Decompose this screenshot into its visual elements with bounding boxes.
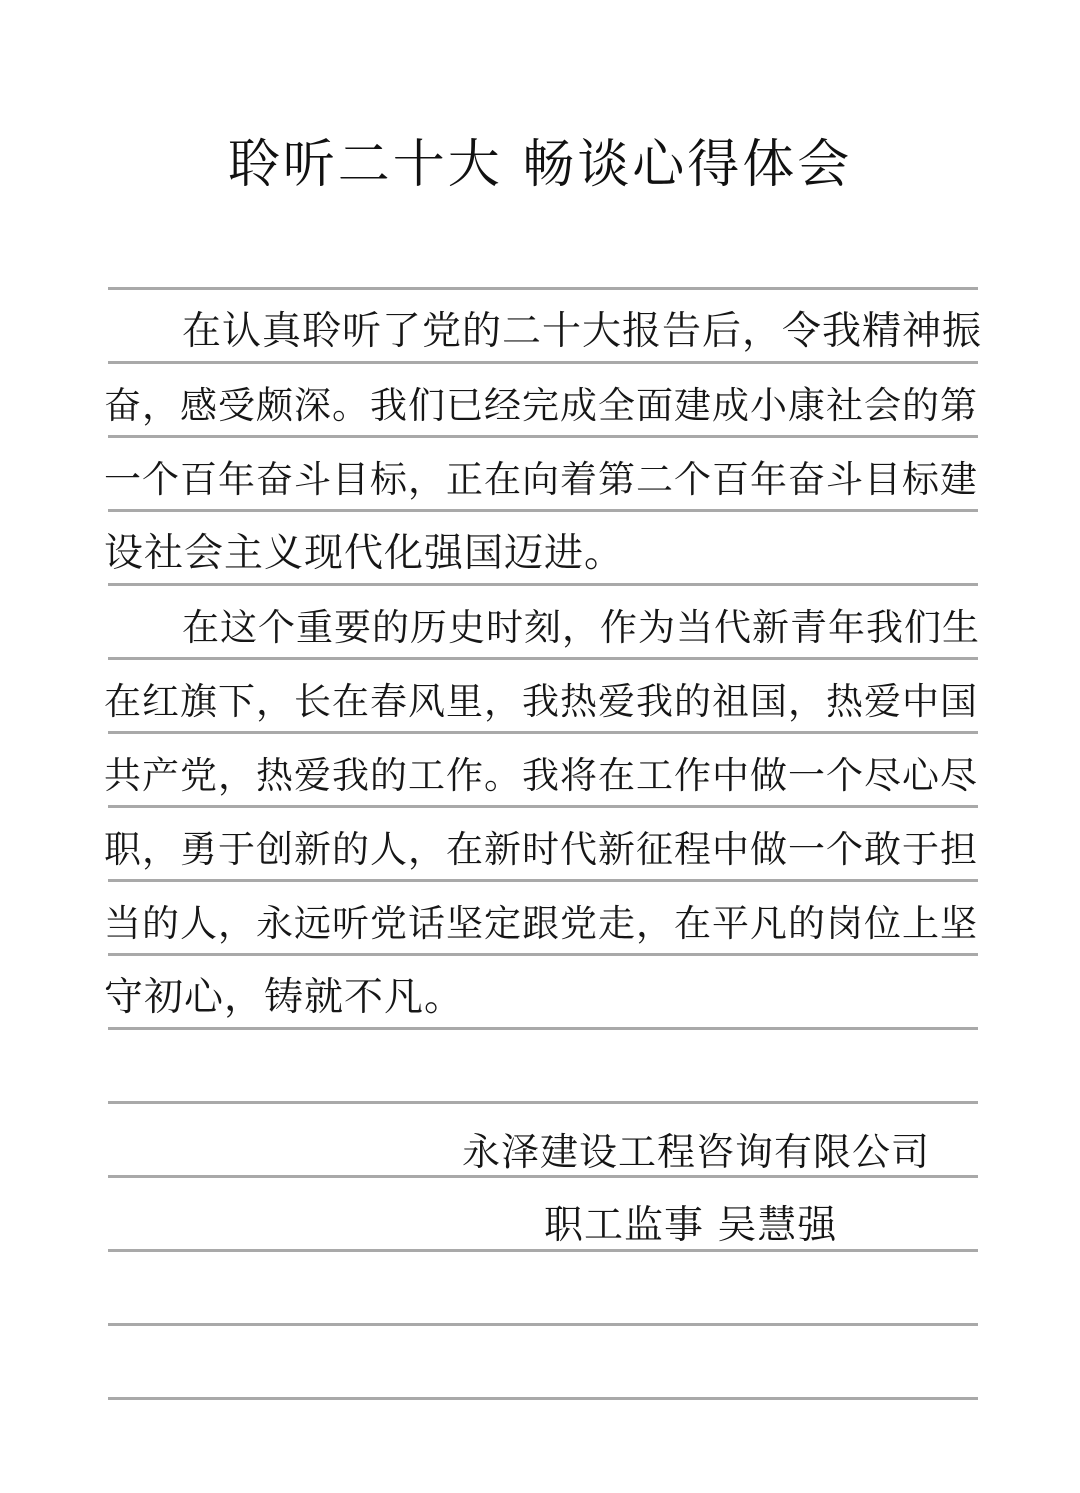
body-line: 一个百年奋斗目标，正在向着第二个百年奋斗目标建 <box>104 458 978 501</box>
body-line: 在红旗下，长在春风里，我热爱我的祖国，热爱中国 <box>104 680 978 723</box>
body-line: 设社会主义现代化强国迈进。 <box>104 531 625 576</box>
ruled-line <box>108 1323 978 1326</box>
body-line: 奋，感受颇深。我们已经完成全面建成小康社会的第 <box>104 384 978 427</box>
signature-company: 永泽建设工程咨询有限公司 <box>462 1130 931 1174</box>
ruled-line <box>108 1397 978 1400</box>
page-title: 聆听二十大 畅谈心得体会 <box>227 135 853 195</box>
body-line: 职，勇于创新的人，在新时代新征程中做一个敢于担 <box>104 828 978 871</box>
body-line: 在这个重要的历史时刻，作为当代新青年我们生 <box>182 606 980 649</box>
body-line: 当的人，永远听党话坚定跟党走，在平凡的岗位上坚 <box>104 902 978 945</box>
body-line: 在认真聆听了党的二十大报告后，令我精神振 <box>182 309 983 354</box>
ruled-line <box>108 1101 978 1104</box>
body-line: 守初心，铸就不凡。 <box>104 975 465 1020</box>
signature-person: 职工监事 吴慧强 <box>544 1203 838 1248</box>
ruled-line <box>108 287 978 290</box>
body-line: 共产党，热爱我的工作。我将在工作中做一个尽心尽 <box>104 754 978 797</box>
